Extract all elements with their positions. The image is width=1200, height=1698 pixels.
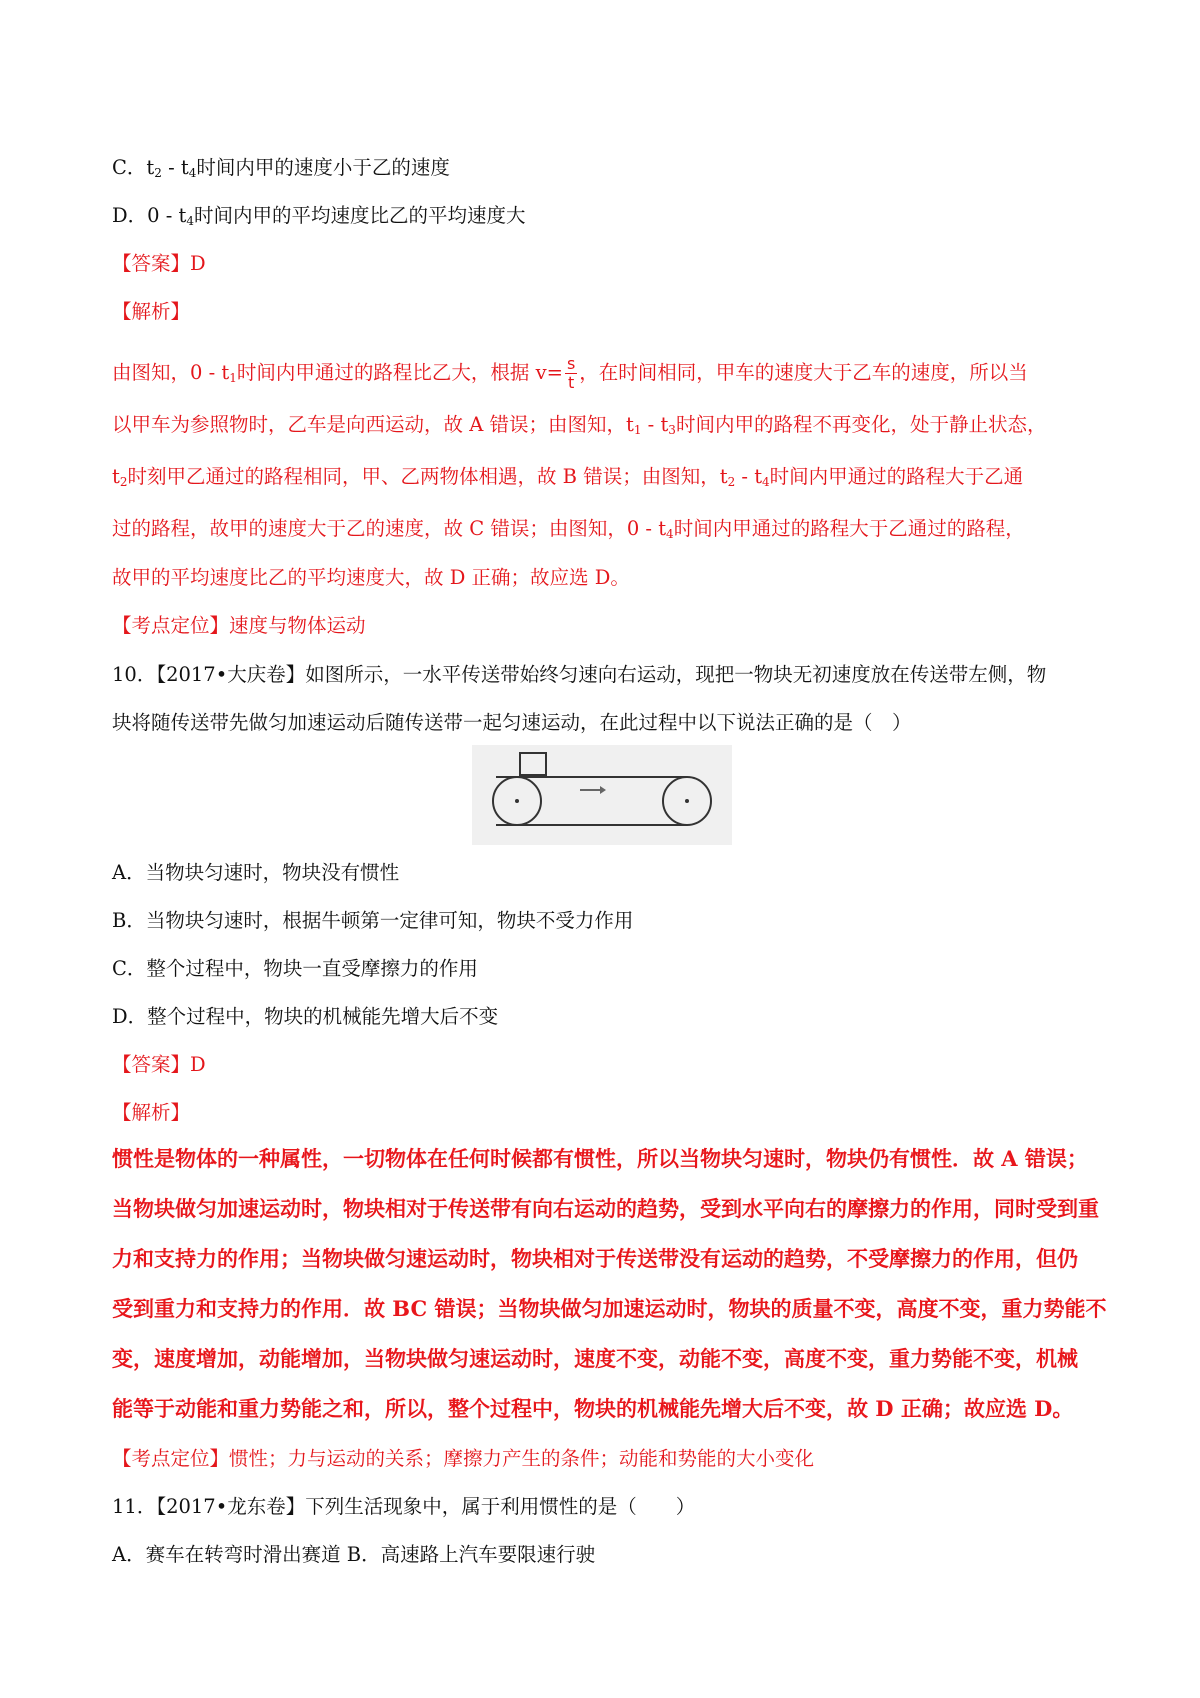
q11-option-ab: A．赛车在转弯时滑出赛道 B．高速路上汽车要限速行驶 [112,1543,596,1566]
q9-analysis-line-2: 以甲车为参照物时，乙车是向西运动，故 A 错误；由图知，$t_1 - t_3$时间内甲的路程不再变化，处于静止状态， [112,413,1047,437]
q9-option-c: C．$t_2 - t_4$时间内甲的速度小于乙的速度 [112,156,450,180]
right-pulley-axle [685,799,689,803]
q9-analysis-line-5: 故甲的平均速度比乙的平均速度大，故 D 正确；故应选 D。 [112,566,630,589]
left-pulley-axle [515,799,519,803]
q10-analysis-line-5: 变，速度增加，动能增加，当物块做匀速运动时，速度不变，动能不变，高度不变，重力势能不变，机械 [112,1346,1078,1371]
q9-analysis-line-3: $t_2$时刻甲乙通过的路程相同，甲、乙两物体相遇，故 B 错误；由图知，$t_2 - t_4$时间内甲通过的路程大于乙通 [112,465,1024,489]
q10-analysis-line-1: 惯性是物体的一种属性，一切物体在任何时候都有惯性，所以当物块匀速时，物块仍有惯性．故 A 错误； [112,1146,1088,1171]
q9-analysis-line-4: 过的路程，故甲的速度大于乙的速度，故 C 错误；由图知，$0 - t_4$时间内甲通过的路程大于乙通过的路程， [112,517,1025,541]
q11-stem: 11．【2017•龙东卷】下列生活现象中，属于利用惯性的是（ ） [112,1495,696,1518]
q9-analysis-line-1: 由图知，$0 - t_1$时间内甲通过的路程比乙大，根据 v= $\frac{s}{t}$ ，在时间相同，甲车的速度大于乙车的速度，所以当 [112,354,1028,392]
q10-kaodian: 【考点定位】惯性；力与运动的关系；摩擦力产生的条件；动能和势能的大小变化 [112,1447,815,1470]
q9-kaodian: 【考点定位】速度与物体运动 [112,614,366,637]
q9-analysis-label: 【解析】 [112,300,191,323]
q9-answer: 【答案】D [112,252,206,275]
q10-stem-line-1: 10．【2017•大庆卷】如图所示，一水平传送带始终匀速向右运动，现把一物块无初速度放在传送带左侧，物 [112,663,1047,686]
q10-analysis-line-4: 受到重力和支持力的作用．故 BC 错误；当物块做匀加速运动时，物块的质量不变，高度不变，重力势能不 [112,1296,1107,1321]
conveyor-belt-figure [472,745,732,845]
q10-analysis-line-2: 当物块做匀加速运动时，物块相对于传送带有向右运动的趋势，受到水平向右的摩擦力的作用，同时受到重 [112,1196,1099,1221]
q10-analysis-line-3: 力和支持力的作用；当物块做匀速运动时，物块相对于传送带没有运动的趋势，不受摩擦力的作用，但仍 [112,1246,1078,1271]
q10-option-a: A．当物块匀速时，物块没有惯性 [112,861,400,884]
q10-option-d: D．整个过程中，物块的机械能先增大后不变 [112,1005,499,1028]
block [520,753,546,775]
conveyor-belt-diagram [472,745,732,845]
q10-stem-line-2: 块将随传送带先做匀加速运动后随传送带一起匀速运动，在此过程中以下说法正确的是（ ） [112,711,912,734]
direction-arrowhead [600,786,606,794]
q10-answer: 【答案】D [112,1053,206,1076]
q10-option-b: B．当物块匀速时，根据牛顿第一定律可知，物块不受力作用 [112,909,634,932]
q9-option-d: D．$0 - t_4$时间内甲的平均速度比乙的平均速度大 [112,204,526,228]
q10-option-c: C．整个过程中，物块一直受摩擦力的作用 [112,957,478,980]
q10-analysis-line-6: 能等于动能和重力势能之和，所以，整个过程中，物块的机械能先增大后不变，故 D 正确；故应选 D。 [112,1396,1074,1421]
velocity-fraction: $\frac{s}{t}$ [566,354,576,392]
q10-analysis-label: 【解析】 [112,1101,191,1124]
